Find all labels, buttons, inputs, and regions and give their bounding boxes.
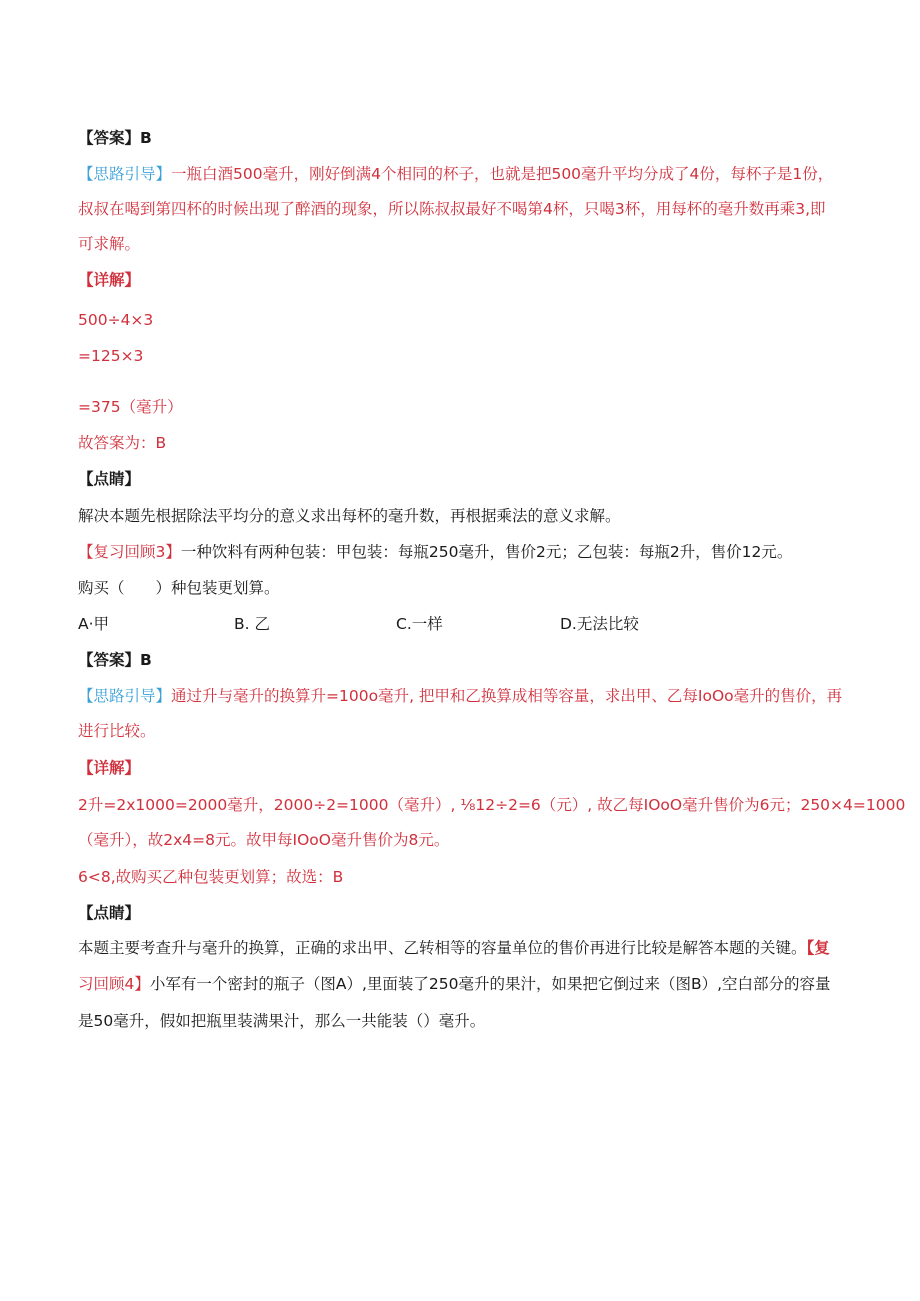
answer-line-q3: [78, 650, 152, 670]
calc-step-2: =125×3: [78, 347, 144, 365]
question-3-text: 一种饮料有两种包装：甲包装：每瓶250毫升，售价2元；乙包装：每瓶2升，售价12元。: [180, 543, 793, 561]
comment-line-q3: [78, 938, 830, 958]
answer-line-q2: [78, 128, 152, 148]
detail-line-2: （毫升），故2x4=8元。故甲每IOoO毫升售价为8元。: [78, 831, 450, 849]
option-b: B. 乙: [234, 615, 270, 633]
question-4-line-2: [78, 974, 831, 994]
answer-value: B: [140, 651, 152, 669]
hint-text: 通过升与毫升的换算升=100o毫升, 把甲和乙换算成相等容量，求出甲、乙每IoOo毫升的售价，再: [171, 687, 843, 705]
question-4-tag-end: 习回顾4】: [78, 975, 150, 993]
answer-tag: 【答案】: [78, 651, 141, 669]
hint-line-1: [78, 164, 833, 184]
detail-tag-q3: 【详解】: [78, 759, 141, 777]
question-3-tag: 【复习回顾3】: [78, 543, 181, 561]
hint-line-q3-2: 进行比较。: [78, 722, 156, 740]
hint-tag: 【思路引导】: [78, 165, 172, 183]
question-4-tag-start: 【复: [806, 939, 830, 957]
hint-line-2: 叔叔在喝到第四杯的时候出现了醉酒的现象，所以陈叔叔最好不喝第4杯，只喝3杯，用每杯的毫升数再乘3,即: [78, 200, 826, 218]
comment-tag-q3: 【点睛】: [78, 904, 141, 922]
hint-tag: 【思路引导】: [78, 687, 172, 705]
detail-tag: 【详解】: [78, 271, 141, 289]
hint-text: 一瓶白酒500毫升，刚好倒满4个相同的杯子，也就是把500毫升平均分成了4份，每杯子是1份，: [171, 165, 834, 183]
option-d: D.无法比较: [560, 615, 639, 633]
detail-line-3: 6<8,故购买乙种包装更划算；故选：B: [78, 868, 344, 886]
comment-text: 本题主要考查升与毫升的换算，正确的求出甲、乙转相等的容量单位的售价再进行比较是解答本题的关键。: [78, 939, 807, 957]
answer-value: B: [140, 129, 152, 147]
comment-text: 解决本题先根据除法平均分的意义求出每杯的毫升数，再根据乘法的意义求解。: [78, 507, 621, 525]
answer-tag: 【答案】: [78, 129, 141, 147]
hint-line-q3-1: [78, 686, 842, 706]
option-c: C.一样: [396, 615, 443, 633]
detail-line-1: 2升=2x1000=2000毫升，2000÷2=1000（毫升）, ⅛12÷2=6（元）, 故乙每IOoO毫升售价为6元；250×4=1000: [78, 796, 906, 814]
conclusion-line: 故答案为：B: [78, 434, 167, 452]
calc-step-1: 500÷4×3: [78, 311, 154, 329]
question-3-stem-line-2: 购买（ ）种包装更划算。: [78, 579, 280, 597]
question-4-line-3: 是50毫升，假如把瓶里装满果汁，那么一共能装（）毫升。: [78, 1012, 486, 1030]
hint-line-3: 可求解。: [78, 235, 141, 253]
comment-tag: 【点睛】: [78, 470, 141, 488]
question-4-text: 小军有一个密封的瓶子（图A）,里面装了250毫升的果汁，如果把它倒过来（图B）,空白部分的容量: [149, 975, 831, 993]
option-a: A·甲: [78, 615, 110, 633]
calc-step-3: =375（毫升）: [78, 398, 183, 416]
question-3-stem: [78, 542, 792, 562]
